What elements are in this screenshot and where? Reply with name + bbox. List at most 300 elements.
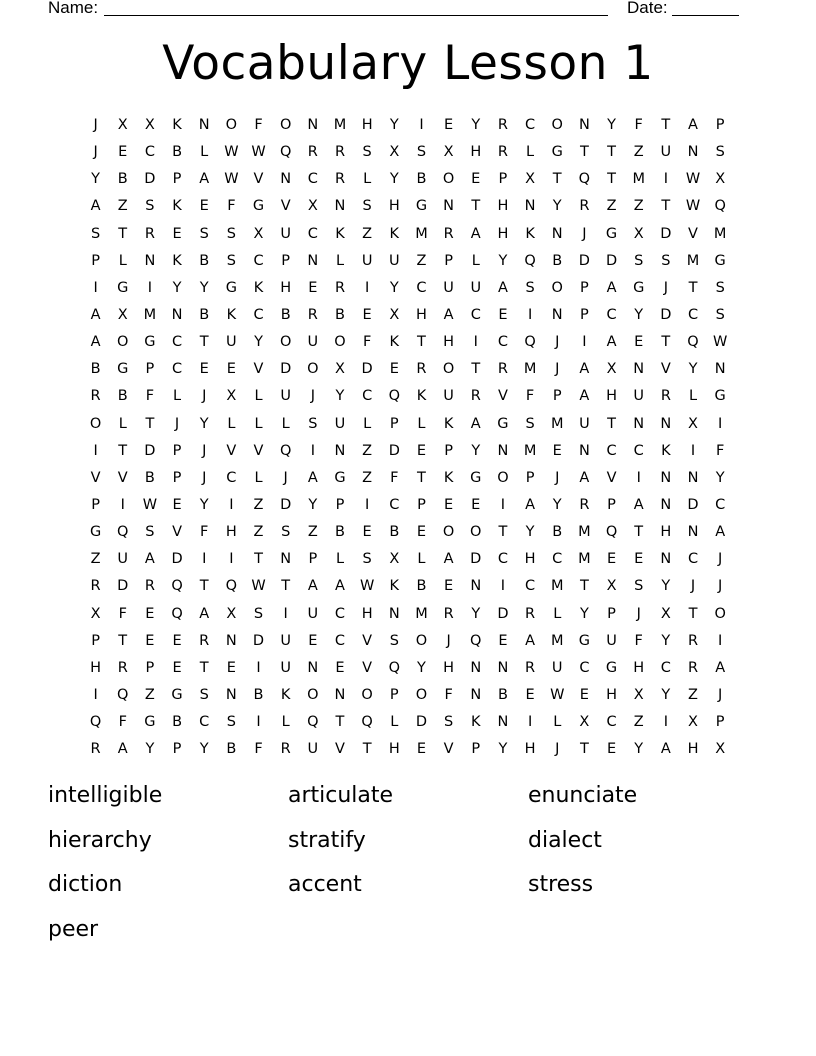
grid-letter[interactable]: L <box>335 551 345 568</box>
grid-letter[interactable]: E <box>362 524 372 541</box>
grid-letter[interactable]: Z <box>416 252 427 269</box>
grid-letter[interactable]: C <box>171 361 183 378</box>
grid-letter[interactable]: Y <box>145 741 155 758</box>
grid-letter[interactable]: S <box>226 714 236 731</box>
grid-letter[interactable]: J <box>310 388 315 405</box>
grid-letter[interactable]: I <box>663 714 668 731</box>
grid-letter[interactable]: E <box>634 334 644 351</box>
grid-letter[interactable]: Y <box>552 496 562 513</box>
grid-letter[interactable]: G <box>252 198 265 215</box>
grid-letter[interactable]: Q <box>89 714 102 731</box>
grid-letter[interactable]: P <box>389 686 399 703</box>
grid-letter[interactable]: V <box>172 524 182 541</box>
grid-letter[interactable]: S <box>253 605 264 622</box>
grid-letter[interactable]: I <box>663 171 668 188</box>
grid-letter[interactable]: O <box>307 361 319 378</box>
grid-letter[interactable]: N <box>470 659 482 676</box>
grid-letter[interactable]: T <box>417 334 426 351</box>
grid-letter[interactable]: E <box>552 442 562 459</box>
grid-letter[interactable]: J <box>283 469 288 486</box>
grid-letter[interactable]: C <box>307 171 318 188</box>
grid-letter[interactable]: B <box>389 524 400 541</box>
grid-letter[interactable]: P <box>607 496 616 513</box>
grid-letter[interactable]: N <box>578 117 590 133</box>
grid-letter[interactable]: P <box>145 361 155 378</box>
grid-letter[interactable]: A <box>90 334 101 351</box>
grid-letter[interactable]: K <box>443 469 454 486</box>
grid-letter[interactable]: K <box>335 225 345 242</box>
grid-letter[interactable]: A <box>443 306 454 323</box>
grid-letter[interactable]: M <box>550 632 564 649</box>
grid-letter[interactable]: A <box>307 469 318 486</box>
grid-letter[interactable]: R <box>117 659 128 676</box>
grid-letter[interactable]: K <box>389 578 400 595</box>
grid-letter[interactable]: F <box>444 686 453 703</box>
grid-letter[interactable]: R <box>334 279 346 296</box>
grid-letter[interactable]: S <box>90 225 101 242</box>
grid-letter[interactable]: C <box>606 714 617 731</box>
grid-letter[interactable]: C <box>497 334 508 351</box>
grid-letter[interactable]: D <box>660 306 672 323</box>
grid-letter[interactable]: I <box>93 279 98 296</box>
grid-letter[interactable]: N <box>280 171 292 188</box>
grid-letter[interactable]: Y <box>199 415 209 432</box>
grid-letter[interactable]: E <box>226 361 236 378</box>
grid-letter[interactable]: Y <box>308 496 318 513</box>
grid-letter[interactable]: L <box>553 605 562 622</box>
grid-letter[interactable]: U <box>443 388 454 405</box>
grid-letter[interactable]: I <box>93 686 98 703</box>
grid-letter[interactable]: U <box>307 741 319 758</box>
grid-letter[interactable]: R <box>525 659 536 676</box>
grid-letter[interactable]: C <box>307 225 318 242</box>
grid-letter[interactable]: H <box>687 741 699 758</box>
grid-letter[interactable]: N <box>334 198 346 215</box>
grid-letter[interactable]: X <box>606 578 617 595</box>
grid-letter[interactable]: S <box>715 144 725 161</box>
date-field[interactable] <box>672 0 739 16</box>
grid-letter[interactable]: B <box>253 686 264 703</box>
grid-letter[interactable]: Y <box>389 171 399 188</box>
grid-letter[interactable]: F <box>254 117 263 133</box>
grid-letter[interactable]: N <box>388 605 400 622</box>
grid-letter[interactable]: N <box>633 415 645 432</box>
grid-letter[interactable]: M <box>578 524 591 541</box>
grid-letter[interactable]: P <box>525 469 535 486</box>
grid-letter[interactable]: B <box>552 524 563 541</box>
grid-letter[interactable]: R <box>497 144 508 161</box>
grid-letter[interactable]: S <box>634 252 644 269</box>
grid-letter[interactable]: Q <box>171 605 183 622</box>
grid-letter[interactable]: X <box>633 686 644 703</box>
grid-letter[interactable]: U <box>280 632 291 649</box>
grid-letter[interactable]: N <box>334 442 346 459</box>
grid-letter[interactable]: C <box>525 117 536 133</box>
grid-letter[interactable]: R <box>416 361 427 378</box>
grid-letter[interactable]: X <box>715 741 726 758</box>
grid-letter[interactable]: X <box>144 117 155 133</box>
grid-letter[interactable]: A <box>90 306 101 323</box>
grid-letter[interactable]: Y <box>199 279 209 296</box>
grid-letter[interactable]: B <box>199 252 210 269</box>
grid-letter[interactable]: N <box>687 469 699 486</box>
grid-letter[interactable]: G <box>144 334 156 351</box>
grid-letter[interactable]: N <box>497 714 509 731</box>
grid-letter[interactable]: J <box>446 632 451 649</box>
grid-letter[interactable]: J <box>718 551 723 568</box>
grid-letter[interactable]: N <box>714 361 726 378</box>
grid-letter[interactable]: O <box>551 117 563 133</box>
grid-letter[interactable]: F <box>525 388 535 405</box>
grid-letter[interactable]: C <box>199 714 210 731</box>
grid-letter[interactable]: O <box>497 469 509 486</box>
grid-letter[interactable]: L <box>227 415 236 432</box>
grid-letter[interactable]: Z <box>117 198 128 215</box>
grid-letter[interactable]: T <box>579 578 589 595</box>
grid-letter[interactable]: E <box>308 632 318 649</box>
grid-letter[interactable]: T <box>118 442 128 459</box>
grid-letter[interactable]: X <box>307 198 318 215</box>
grid-letter[interactable]: Y <box>335 388 345 405</box>
grid-letter[interactable]: C <box>389 496 400 513</box>
grid-letter[interactable]: P <box>444 442 453 459</box>
grid-letter[interactable]: R <box>497 117 508 133</box>
grid-letter[interactable]: S <box>199 225 209 242</box>
grid-letter[interactable]: C <box>497 551 508 568</box>
grid-letter[interactable]: N <box>470 686 482 703</box>
grid-letter[interactable]: N <box>144 252 156 269</box>
grid-letter[interactable]: V <box>117 469 128 486</box>
grid-letter[interactable]: G <box>117 361 129 378</box>
grid-letter[interactable]: A <box>606 334 617 351</box>
grid-letter[interactable]: S <box>715 306 725 323</box>
grid-letter[interactable]: G <box>334 469 346 486</box>
grid-letter[interactable]: P <box>580 306 589 323</box>
grid-letter[interactable]: R <box>687 659 699 676</box>
grid-letter[interactable]: C <box>525 578 536 595</box>
grid-letter[interactable]: A <box>525 496 536 513</box>
grid-letter[interactable]: H <box>524 741 536 758</box>
grid-letter[interactable]: W <box>224 171 239 188</box>
grid-letter[interactable]: L <box>471 252 480 269</box>
grid-letter[interactable]: N <box>687 524 699 541</box>
grid-letter[interactable]: M <box>333 117 347 133</box>
grid-letter[interactable]: Y <box>471 442 481 459</box>
grid-letter[interactable]: J <box>582 225 587 242</box>
grid-letter[interactable]: N <box>497 442 509 459</box>
grid-letter[interactable]: N <box>687 144 699 161</box>
grid-letter[interactable]: N <box>551 306 563 323</box>
grid-letter[interactable]: E <box>199 198 209 215</box>
grid-letter[interactable]: T <box>634 524 644 541</box>
grid-letter[interactable]: C <box>253 306 264 323</box>
grid-letter[interactable]: U <box>470 279 482 296</box>
grid-letter[interactable]: N <box>470 578 482 595</box>
grid-letter[interactable]: G <box>551 144 563 161</box>
grid-letter[interactable]: K <box>280 686 291 703</box>
grid-letter[interactable]: Z <box>362 469 373 486</box>
grid-letter[interactable]: I <box>283 605 288 622</box>
grid-letter[interactable]: C <box>552 551 563 568</box>
grid-letter[interactable]: S <box>308 415 318 432</box>
grid-letter[interactable]: D <box>497 605 509 622</box>
grid-letter[interactable]: N <box>198 117 210 133</box>
grid-letter[interactable]: D <box>605 252 618 269</box>
grid-letter[interactable]: V <box>253 442 264 459</box>
grid-letter[interactable]: R <box>334 171 346 188</box>
grid-letter[interactable]: Y <box>172 279 182 296</box>
grid-letter[interactable]: J <box>718 578 723 595</box>
grid-letter[interactable]: E <box>145 605 155 622</box>
grid-letter[interactable]: T <box>471 198 481 215</box>
grid-letter[interactable]: N <box>225 686 237 703</box>
grid-letter[interactable]: Y <box>634 741 644 758</box>
grid-letter[interactable]: N <box>497 659 509 676</box>
grid-letter[interactable]: O <box>442 524 455 541</box>
grid-letter[interactable]: N <box>225 632 237 649</box>
grid-letter[interactable]: R <box>307 306 318 323</box>
grid-letter[interactable]: S <box>199 686 209 703</box>
grid-letter[interactable]: T <box>661 117 671 133</box>
grid-letter[interactable]: Y <box>634 306 644 323</box>
grid-letter[interactable]: H <box>443 334 455 351</box>
grid-letter[interactable]: X <box>579 714 590 731</box>
grid-letter[interactable]: P <box>308 551 318 568</box>
grid-letter[interactable]: Y <box>715 469 725 486</box>
grid-letter[interactable]: W <box>685 198 701 215</box>
grid-letter[interactable]: F <box>634 117 643 133</box>
grid-letter[interactable]: C <box>687 551 699 568</box>
grid-letter[interactable]: N <box>171 306 183 323</box>
grid-letter[interactable]: A <box>470 415 481 432</box>
grid-letter[interactable]: U <box>579 415 590 432</box>
grid-letter[interactable]: J <box>718 686 723 703</box>
grid-letter[interactable]: L <box>363 171 372 188</box>
grid-letter[interactable]: J <box>555 361 560 378</box>
grid-letter[interactable]: B <box>199 306 210 323</box>
grid-letter[interactable]: Q <box>279 442 292 459</box>
grid-letter[interactable]: N <box>334 686 346 703</box>
grid-letter[interactable]: E <box>444 578 454 595</box>
grid-letter[interactable]: Z <box>688 686 698 703</box>
grid-letter[interactable]: Y <box>417 659 426 676</box>
grid-letter[interactable]: R <box>443 225 454 242</box>
grid-letter[interactable]: I <box>365 279 370 296</box>
grid-letter[interactable]: Y <box>498 741 508 758</box>
grid-letter[interactable]: U <box>280 388 291 405</box>
grid-letter[interactable]: W <box>359 578 375 595</box>
grid-letter[interactable]: G <box>714 252 726 269</box>
grid-letter[interactable]: T <box>498 524 508 541</box>
grid-letter[interactable]: R <box>90 388 101 405</box>
grid-letter[interactable]: D <box>252 632 265 649</box>
grid-letter[interactable]: X <box>335 361 345 378</box>
grid-letter[interactable]: A <box>307 578 318 595</box>
grid-letter[interactable]: A <box>144 551 155 568</box>
grid-letter[interactable]: M <box>550 578 564 595</box>
grid-letter[interactable]: V <box>362 659 373 676</box>
grid-letter[interactable]: R <box>579 198 590 215</box>
grid-letter[interactable]: J <box>202 469 207 486</box>
grid-letter[interactable]: P <box>471 741 481 758</box>
grid-letter[interactable]: R <box>144 225 155 242</box>
grid-letter[interactable]: Q <box>388 659 400 676</box>
grid-letter[interactable]: W <box>713 334 728 351</box>
grid-letter[interactable]: L <box>417 415 426 432</box>
grid-letter[interactable]: H <box>606 388 617 405</box>
grid-letter[interactable]: N <box>280 551 292 568</box>
grid-letter[interactable]: O <box>279 117 292 133</box>
grid-letter[interactable]: I <box>229 496 234 513</box>
grid-letter[interactable]: N <box>551 225 563 242</box>
grid-letter[interactable]: I <box>93 442 98 459</box>
grid-letter[interactable]: Q <box>171 578 183 595</box>
grid-letter[interactable]: G <box>605 659 618 676</box>
grid-letter[interactable]: H <box>280 279 292 296</box>
grid-letter[interactable]: Y <box>389 279 399 296</box>
grid-letter[interactable]: E <box>525 686 535 703</box>
grid-letter[interactable]: C <box>171 334 183 351</box>
grid-letter[interactable]: A <box>579 388 590 405</box>
grid-letter[interactable]: U <box>606 632 617 649</box>
grid-letter[interactable]: X <box>90 605 101 622</box>
grid-letter[interactable]: J <box>202 388 207 405</box>
grid-letter[interactable]: L <box>526 144 535 161</box>
grid-letter[interactable]: E <box>199 361 209 378</box>
grid-letter[interactable]: P <box>444 252 453 269</box>
grid-letter[interactable]: I <box>147 279 153 296</box>
grid-letter[interactable]: A <box>606 279 617 296</box>
grid-letter[interactable]: E <box>416 442 427 459</box>
grid-letter[interactable]: P <box>281 252 291 269</box>
grid-letter[interactable]: U <box>334 415 346 432</box>
grid-letter[interactable]: T <box>607 171 616 188</box>
grid-letter[interactable]: K <box>443 415 454 432</box>
grid-letter[interactable]: Z <box>362 225 373 242</box>
grid-letter[interactable]: V <box>90 469 101 486</box>
grid-letter[interactable]: L <box>417 551 426 568</box>
grid-letter[interactable]: W <box>142 496 158 513</box>
grid-letter[interactable]: I <box>310 442 315 459</box>
grid-letter[interactable]: X <box>660 605 671 622</box>
grid-letter[interactable]: R <box>470 388 481 405</box>
grid-letter[interactable]: I <box>718 415 723 432</box>
grid-letter[interactable]: H <box>606 686 617 703</box>
grid-letter[interactable]: J <box>174 415 180 432</box>
grid-letter[interactable]: I <box>229 551 234 568</box>
grid-letter[interactable]: G <box>714 388 726 405</box>
grid-letter[interactable]: N <box>307 252 319 269</box>
grid-letter[interactable]: L <box>118 415 127 432</box>
grid-letter[interactable]: S <box>389 632 399 649</box>
grid-letter[interactable]: K <box>416 388 427 405</box>
grid-letter[interactable]: X <box>389 144 400 161</box>
grid-letter[interactable]: R <box>280 741 291 758</box>
grid-letter[interactable]: B <box>144 469 155 486</box>
grid-letter[interactable]: T <box>688 279 698 296</box>
grid-letter[interactable]: R <box>90 741 101 758</box>
grid-letter[interactable]: T <box>552 171 562 188</box>
grid-letter[interactable]: T <box>688 605 698 622</box>
grid-letter[interactable]: E <box>335 659 345 676</box>
grid-letter[interactable]: Q <box>279 144 292 161</box>
grid-letter[interactable]: Q <box>307 714 319 731</box>
grid-letter[interactable]: V <box>443 741 454 758</box>
grid-letter[interactable]: Q <box>687 334 699 351</box>
grid-letter[interactable]: T <box>199 659 209 676</box>
grid-letter[interactable]: C <box>334 632 346 649</box>
grid-letter[interactable]: D <box>144 171 156 188</box>
grid-letter[interactable]: C <box>660 659 671 676</box>
grid-letter[interactable]: X <box>253 225 264 242</box>
grid-letter[interactable]: B <box>497 686 508 703</box>
grid-letter[interactable]: P <box>91 632 100 649</box>
grid-letter[interactable]: E <box>308 279 318 296</box>
grid-letter[interactable]: A <box>199 171 210 188</box>
grid-letter[interactable]: U <box>551 659 563 676</box>
grid-letter[interactable]: E <box>579 686 589 703</box>
grid-letter[interactable]: A <box>199 605 210 622</box>
grid-letter[interactable]: Z <box>253 496 264 513</box>
grid-letter[interactable]: O <box>551 279 563 296</box>
grid-letter[interactable]: A <box>443 551 454 568</box>
grid-letter[interactable]: G <box>470 469 482 486</box>
grid-letter[interactable]: K <box>172 198 182 215</box>
grid-letter[interactable]: H <box>660 524 672 541</box>
grid-letter[interactable]: C <box>362 388 373 405</box>
grid-letter[interactable]: L <box>688 388 698 405</box>
grid-letter[interactable]: M <box>415 605 428 622</box>
grid-letter[interactable]: L <box>390 714 399 731</box>
grid-letter[interactable]: I <box>636 469 641 486</box>
grid-letter[interactable]: Y <box>607 117 616 133</box>
grid-letter[interactable]: F <box>200 524 209 541</box>
grid-letter[interactable]: M <box>686 252 700 269</box>
grid-letter[interactable]: L <box>281 714 290 731</box>
grid-letter[interactable]: N <box>307 659 319 676</box>
grid-letter[interactable]: A <box>470 225 481 242</box>
grid-letter[interactable]: E <box>172 496 182 513</box>
grid-letter[interactable]: E <box>444 117 454 133</box>
grid-letter[interactable]: N <box>660 496 672 513</box>
grid-letter[interactable]: C <box>253 252 264 269</box>
grid-letter[interactable]: E <box>226 659 236 676</box>
grid-letter[interactable]: O <box>334 334 346 351</box>
grid-letter[interactable]: W <box>550 686 565 703</box>
grid-letter[interactable]: R <box>687 632 699 649</box>
grid-letter[interactable]: A <box>579 469 590 486</box>
grid-letter[interactable]: D <box>687 496 699 513</box>
grid-letter[interactable]: Q <box>524 252 536 269</box>
grid-letter[interactable]: G <box>225 279 237 296</box>
grid-letter[interactable]: M <box>143 306 157 323</box>
grid-letter[interactable]: T <box>335 714 345 731</box>
grid-letter[interactable]: Y <box>498 252 508 269</box>
grid-letter[interactable]: K <box>172 117 182 133</box>
grid-letter[interactable]: G <box>578 632 591 649</box>
grid-letter[interactable]: A <box>579 361 590 378</box>
grid-letter[interactable]: I <box>419 117 424 133</box>
grid-letter[interactable]: B <box>226 741 237 758</box>
grid-letter[interactable]: M <box>523 442 537 459</box>
grid-letter[interactable]: C <box>633 442 644 459</box>
grid-letter[interactable]: L <box>254 415 263 432</box>
grid-letter[interactable]: U <box>307 334 319 351</box>
grid-letter[interactable]: Q <box>578 171 591 188</box>
grid-letter[interactable]: Y <box>199 741 209 758</box>
grid-letter[interactable]: Y <box>199 496 209 513</box>
grid-letter[interactable]: K <box>172 252 182 269</box>
